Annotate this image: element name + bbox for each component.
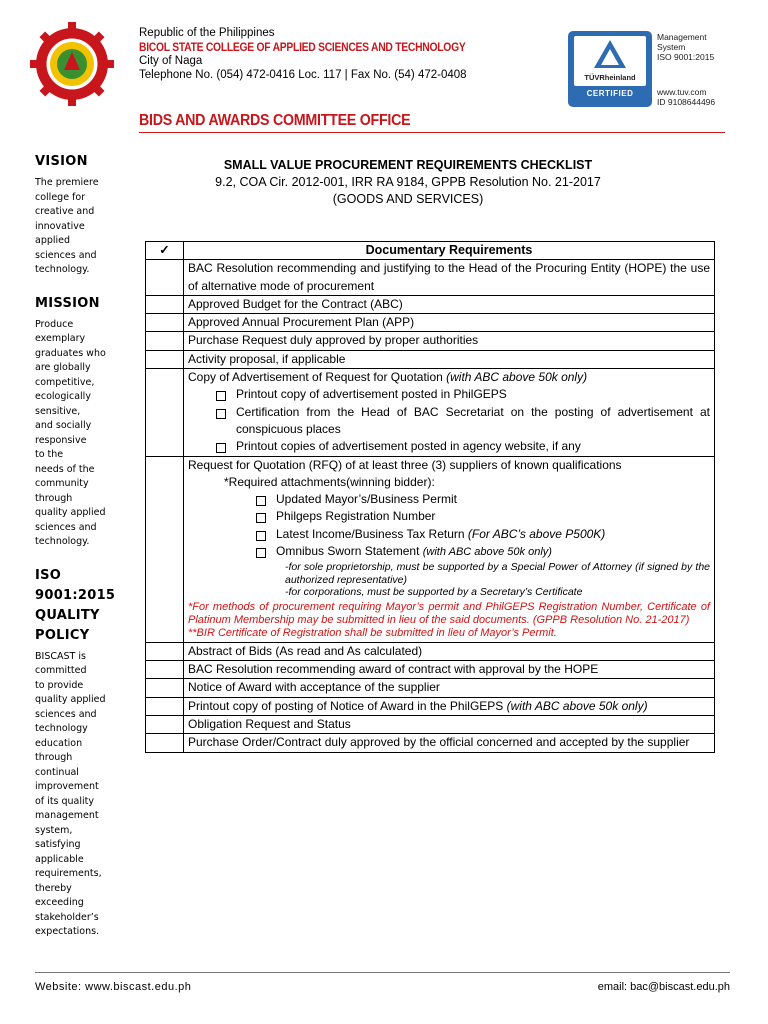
requirement-cell: Notice of Award with acceptance of the supplier bbox=[184, 679, 715, 697]
certified-label: CERTIFIED bbox=[586, 89, 634, 98]
table-row bbox=[146, 369, 715, 456]
document-category: (GOODS AND SERVICES) bbox=[332, 192, 484, 206]
requirement-condition: (with ABC above 50k only) bbox=[446, 370, 588, 385]
tuv-certification-badge bbox=[568, 31, 652, 107]
check-cell[interactable] bbox=[146, 661, 184, 679]
requirement-cell: BAC Resolution recommending and justifying to the Head of the Procuring Entity (HOPE) the use of alternative mode of procurement bbox=[184, 260, 715, 296]
table-row bbox=[146, 260, 715, 296]
sub-requirement: Printout copies of advertisement posted in agency website, if any bbox=[236, 439, 581, 454]
requirement-main: Request for Quotation (RFQ) of at least three (3) suppliers of known qualifications bbox=[188, 457, 622, 472]
platinum-membership-note: *For methods of procurement requiring Mayor’s permit and PhilGEPS Registration Number, Certificate of Platinum Membership may be submitted in lieu of the said documents. (GPPB Resolution No. 21-2017) bbox=[188, 600, 710, 627]
college-seal-logo bbox=[30, 22, 114, 106]
check-cell[interactable] bbox=[146, 260, 184, 296]
check-cell[interactable] bbox=[146, 456, 184, 642]
requirement-condition: (For ABC’s above P500K) bbox=[467, 526, 606, 541]
cert-line: Management bbox=[657, 32, 707, 42]
cert-line: ISO 9001:2015 bbox=[657, 52, 715, 62]
attachments-label: *Required attachments(winning bidder): bbox=[224, 474, 435, 489]
requirement-main: Copy of Advertisement of Request for Quotation bbox=[188, 370, 447, 385]
sub-requirement: Latest Income/Business Tax Return bbox=[276, 526, 468, 541]
requirement-cell bbox=[184, 697, 715, 715]
sidebar bbox=[35, 152, 125, 956]
table-row bbox=[146, 295, 715, 313]
mission-text: Produce exemplary graduates who are globally competitive, ecologically sensitive, and socially responsive to the needs of the community through quality applied sciences and technology. bbox=[35, 318, 106, 547]
check-cell[interactable] bbox=[146, 369, 184, 456]
table-row bbox=[146, 642, 715, 660]
document-subtitle: 9.2, COA Cir. 2012-001, IRR RA 9184, GPPB Resolution No. 21-2017 bbox=[215, 175, 601, 189]
check-cell[interactable] bbox=[146, 679, 184, 697]
requirement-cell: Obligation Request and Status bbox=[184, 715, 715, 733]
requirement-cell: Purchase Order/Contract duly approved by the official concerned and accepted by the supplier bbox=[184, 734, 715, 752]
table-row bbox=[146, 661, 715, 679]
vision-title: VISION bbox=[35, 154, 88, 169]
college-name: BICOL STATE COLLEGE OF APPLIED SCIENCES AND TECHNOLOGY bbox=[139, 40, 466, 54]
quality-policy-text: BISCAST is committed to provide quality applied sciences and technology education through continual improvement of its quality management system, satisfying applicable requirements, thereby exceeding stakeholder’s expectations. bbox=[35, 650, 106, 937]
requirements-checklist-table bbox=[145, 241, 715, 753]
requirement-cell: Purchase Request duly approved by proper authorities bbox=[184, 332, 715, 350]
sub-requirement: Printout copy of advertisement posted in PhilGEPS bbox=[236, 387, 507, 402]
table-header-row bbox=[146, 242, 715, 260]
requirement-cell: Abstract of Bids (As read and As calculated) bbox=[184, 642, 715, 660]
document-title: SMALL VALUE PROCUREMENT REQUIREMENTS CHECKLIST bbox=[223, 158, 593, 172]
requirement-cell: Approved Budget for the Contract (ABC) bbox=[184, 295, 715, 313]
header-divider bbox=[139, 132, 725, 133]
cert-url: www.tuv.com bbox=[657, 87, 707, 97]
check-cell[interactable] bbox=[146, 350, 184, 368]
requirement-condition: (with ABC above 50k only) bbox=[506, 698, 648, 713]
table-row bbox=[146, 350, 715, 368]
footer-website[interactable]: Website: www.biscast.edu.ph bbox=[35, 981, 192, 993]
cert-id: ID 9108644496 bbox=[657, 97, 716, 107]
checkbox-icon[interactable] bbox=[256, 496, 266, 506]
table-row bbox=[146, 456, 715, 642]
office-title: BIDS AND AWARDS COMMITTEE OFFICE bbox=[139, 112, 411, 129]
table-row bbox=[146, 332, 715, 350]
sub-requirement: Certification from the Head of BAC Secretariat on the posting of advertisement at conspicuous places bbox=[236, 404, 710, 436]
proprietorship-note: -for sole proprietorship, must be supported by a Special Power of Attorney (if signed by the authorized representative) bbox=[285, 561, 710, 586]
sub-requirement: Philgeps Registration Number bbox=[276, 509, 436, 524]
sub-requirement: Updated Mayor’s/Business Permit bbox=[276, 492, 457, 507]
check-cell[interactable] bbox=[146, 734, 184, 752]
table-row bbox=[146, 697, 715, 715]
checkbox-icon[interactable] bbox=[216, 391, 226, 401]
requirement-cell: BAC Resolution recommending award of contract with approval by the HOPE bbox=[184, 661, 715, 679]
table-row bbox=[146, 734, 715, 752]
check-cell[interactable] bbox=[146, 642, 184, 660]
corporation-note: -for corporations, must be supported by a Secretary’s Certificate bbox=[285, 586, 583, 599]
checkbox-icon[interactable] bbox=[256, 531, 266, 541]
bir-certificate-note: **BIR Certificate of Registration shall be submitted in lieu of Mayor’s Permit. bbox=[188, 627, 557, 640]
quality-policy-title: ISO 9001:2015 QUALITY POLICY bbox=[35, 567, 116, 643]
checkbox-icon[interactable] bbox=[256, 548, 266, 558]
vision-text: The premiere college for creative and innovative applied sciences and technology. bbox=[35, 177, 99, 275]
footer-divider bbox=[35, 972, 730, 973]
requirement-condition: (with ABC above 50k only) bbox=[422, 546, 552, 559]
check-cell[interactable] bbox=[146, 314, 184, 332]
table-row bbox=[146, 679, 715, 697]
contact-numbers: Telephone No. (054) 472-0416 Loc. 117 | Fax No. (54) 472-0408 bbox=[139, 69, 467, 81]
triangle-icon bbox=[574, 36, 646, 74]
requirement-cell bbox=[184, 369, 715, 456]
check-cell[interactable] bbox=[146, 332, 184, 350]
requirement-cell: Activity proposal, if applicable bbox=[184, 350, 715, 368]
requirement-cell: Approved Annual Procurement Plan (APP) bbox=[184, 314, 715, 332]
table-row bbox=[146, 715, 715, 733]
cert-line: System bbox=[657, 42, 686, 52]
checkbox-icon[interactable] bbox=[256, 513, 266, 523]
sub-requirement: Omnibus Sworn Statement bbox=[276, 544, 423, 559]
checkbox-icon[interactable] bbox=[216, 443, 226, 453]
city-label: City of Naga bbox=[139, 55, 203, 67]
republic-label: Republic of the Philippines bbox=[139, 27, 275, 39]
table-row bbox=[146, 314, 715, 332]
check-column-header: ✓ bbox=[146, 242, 184, 260]
requirements-column-header: Documentary Requirements bbox=[184, 242, 715, 260]
requirement-main: Printout copy of posting of Notice of Award in the PhilGEPS bbox=[188, 698, 507, 713]
certification-text bbox=[657, 32, 715, 107]
checkbox-icon[interactable] bbox=[216, 409, 226, 419]
footer-email[interactable]: email: bac@biscast.edu.ph bbox=[597, 981, 730, 993]
mission-title: MISSION bbox=[35, 295, 100, 311]
tuv-brand: TÜVRheinland bbox=[584, 73, 636, 82]
check-cell[interactable] bbox=[146, 295, 184, 313]
check-cell[interactable] bbox=[146, 697, 184, 715]
requirement-cell bbox=[184, 456, 715, 642]
check-cell[interactable] bbox=[146, 715, 184, 733]
